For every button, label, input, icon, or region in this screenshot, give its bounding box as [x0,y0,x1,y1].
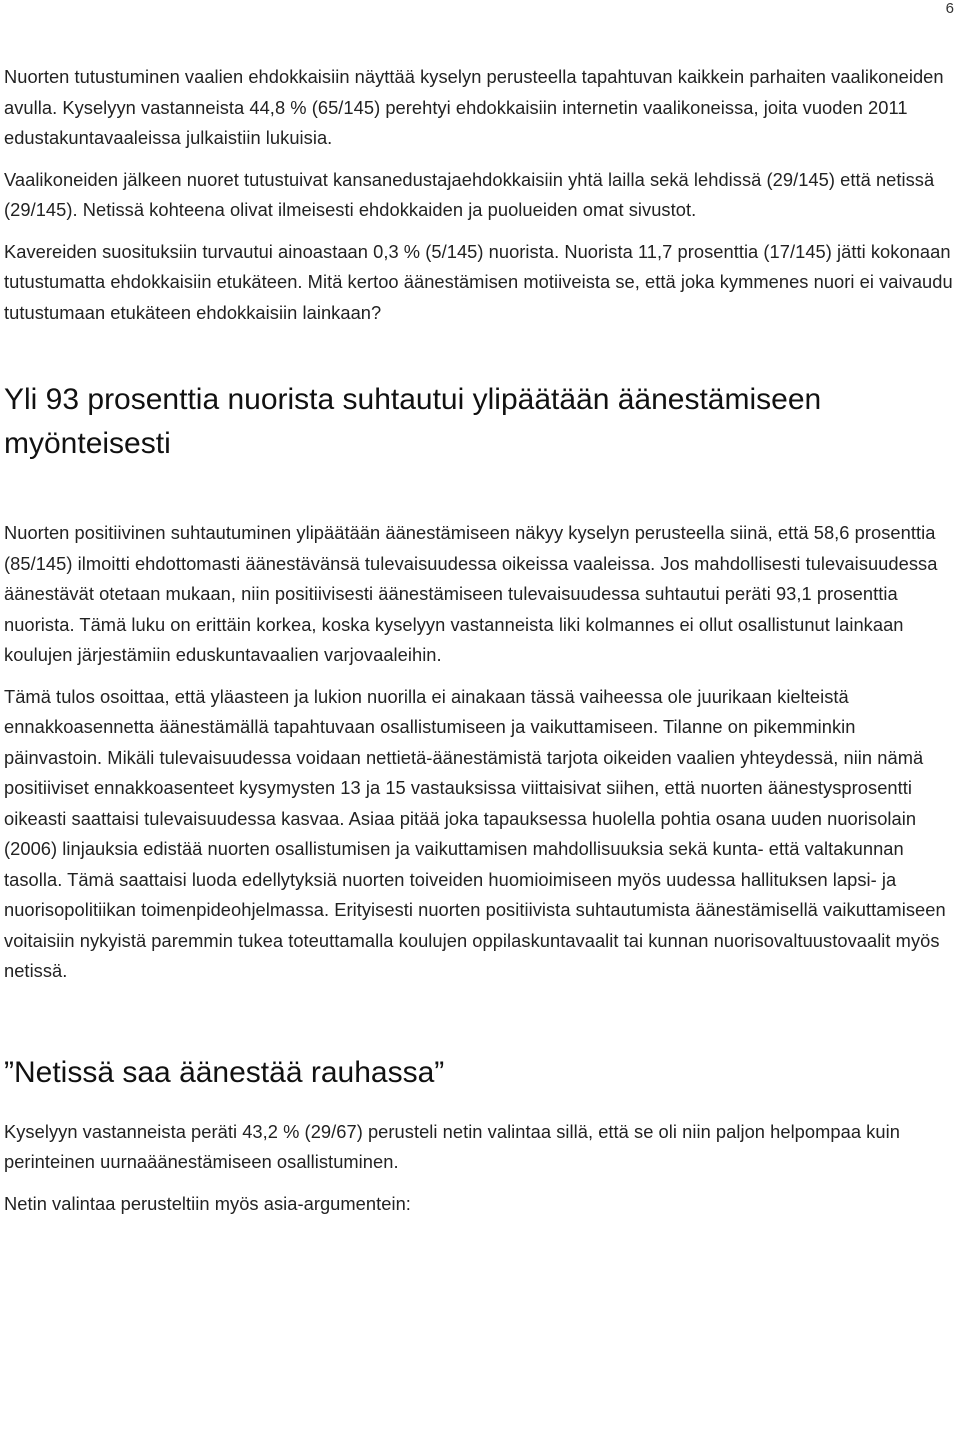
intro-paragraph-1: Nuorten tutustuminen vaalien ehdokkaisiin näyttää kyselyn perusteella tapahtuvan kaikkein parhaiten vaalikoneiden avulla. Kyselyyn vastanneista 44,8 % (65/145) perehtyi ehdokkaisiin internetin vaalikoneissa, joita vuoden 2011 edustakuntavaaleissa julkaistiin lukuisia. [4,66,944,148]
section-heading-online: ”Netissä saa äänestää rauhassa” [4,1055,445,1089]
document-body [4,62,954,1219]
positive-paragraph-1: Nuorten positiivinen suhtautuminen ylipäätään äänestämiseen näkyy kyselyn perusteella siinä, että 58,6 prosenttia (85/145) ilmoitti ehdottomasti äänestävänsä tulevaisuudessa oikeissa vaaleissa. Jos mahdollisesti tulevaisuudessa äänestävät otetaan mukaan, niin positiivisesti äänestämiseen tulevaisuudessa suhtautui peräti 93,1 prosenttia nuorista. Tämä luku on erittäin korkea, koska kyselyyn vastanneista liki kolmannes ei ollut osallistunut lainkaan koulujen järjestämiin eduskuntavaalien varjovaaleihin. [4,522,938,665]
positive-paragraph-2: Tämä tulos osoittaa, että yläasteen ja lukion nuorilla ei ainakaan tässä vaiheessa ole juurikaan kielteistä ennakkoasennetta äänestämällä tapahtuvaan osallistumiseen ja vaikuttamiseen. Tilanne on pikemminkin päinvastoin. Mikäli tulevaisuudessa voidaan nettietä-äänestämistä tarjota oikeiden vaalien yhteydessä, niin nämä positiiviset ennakkoasenteet kysymysten 13 ja 15 vastauksissa viittaisivat siihen, että nuorten äänestysprosentti oikeasti saattaisi tulevaisuudessa kasvaa. Asiaa pitää joka tapauksessa huolella pohtia osana uuden nuorisolain (2006) linjauksia edistää nuorten osallistumisen ja vaikuttamisen mahdollisuuksia sekä kunta- että valtakunnan tasolla. Tämä saattaisi luoda edellytyksiä nuorten toiveiden huomioimiseen myös uudessa hallituksen lapsi- ja nuorisopolitiikan toimenpideohjelmassa. Erityisesti nuorten positiivista suhtautumista äänestämisellä vaikuttamiseen voitaisiin nykyistä paremmin tukea toteuttamalla koulujen oppilaskuntavaalit tai kunnan nuorisovaltuustovaalit myös netissä. [4,685,946,981]
online-paragraph-2: Netin valintaa perusteltiin myös asia-argumentein: [4,1192,411,1214]
intro-paragraph-3: Kavereiden suosituksiin turvautui ainoastaan 0,3 % (5/145) nuorista. Nuorista 11,7 prosenttia (17/145) jätti kokonaan tutustumatta ehdokkaisiin etukäteen. Mitä kertoo äänestämisen motiiveista se, että joka kymmenes nuori ei vaivaudu tutustumaan etukäteen ehdokkaisiin lainkaan? [4,240,953,323]
intro-paragraph-2: Vaalikoneiden jälkeen nuoret tutustuivat kansanedustajaehdokkaisiin yhtä lailla sekä lehdissä (29/145) että netissä (29/145). Netissä kohteena olivat ilmeisesti ehdokkaiden ja puolueiden omat sivustot. [4,168,935,220]
section-heading-positive: Yli 93 prosenttia nuorista suhtautui ylipäätään äänestämiseen myönteisesti [4,383,822,460]
online-paragraph-1: Kyselyyn vastanneista peräti 43,2 % (29/67) perusteli netin valintaa sillä, että se oli niin paljon helpompaa kuin perinteinen uurnaäänestämiseen osallistuminen. [4,1120,900,1172]
page-number: 6 [945,0,954,17]
